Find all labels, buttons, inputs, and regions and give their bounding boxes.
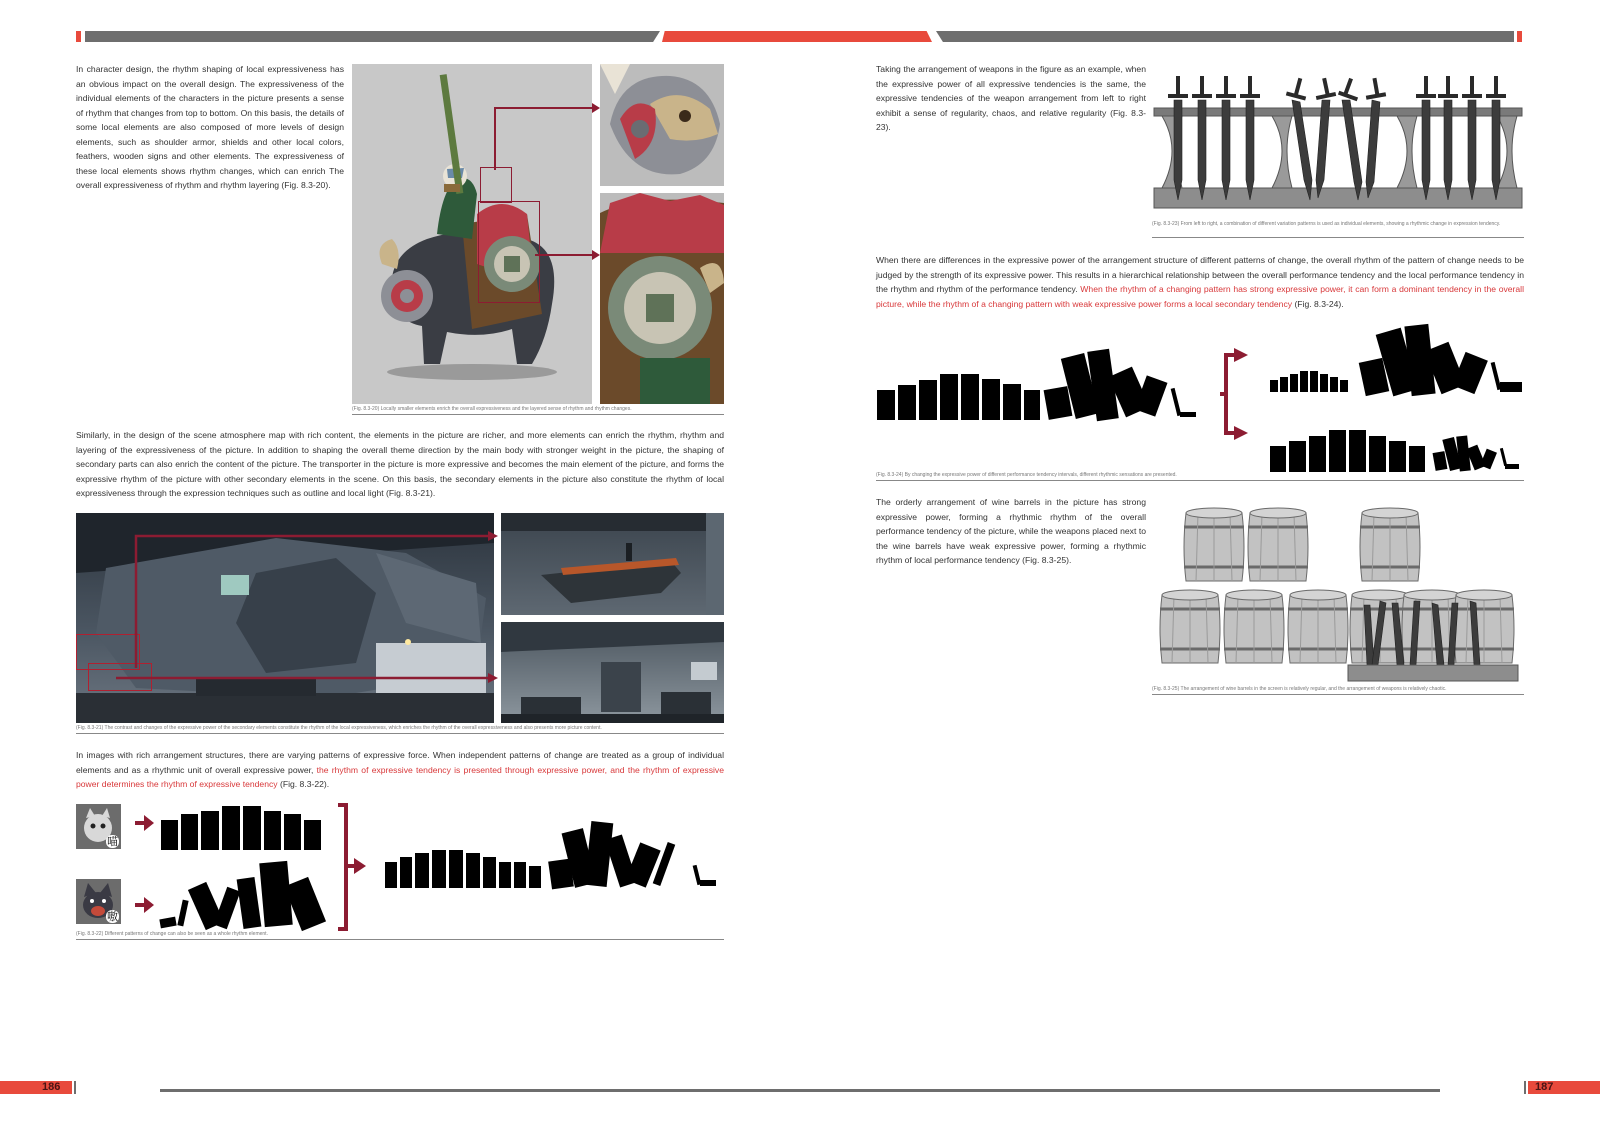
right-paragraph-1: Taking the arrangement of weapons in the figure as an example, when the expressive power of all expressive tendencies is the same, the expressive tendencies of the weapon arrangement from left to right exhibit a sense of regularity, chaos, and relative regularity (Fig. 8.3-23). bbox=[876, 64, 1146, 132]
fig22-combined-bar-1 bbox=[385, 862, 397, 888]
figure-23-weapon-rack bbox=[1152, 70, 1524, 220]
dog-sound-label: 嗷 bbox=[107, 910, 118, 923]
fig22-combined-bar-6 bbox=[466, 853, 480, 888]
fig22-cat-bar-1 bbox=[161, 820, 178, 850]
footer-right-divider bbox=[1524, 1081, 1526, 1094]
fig22-cat-bar-5 bbox=[243, 806, 261, 850]
figure-24-bracket-arrows bbox=[1220, 345, 1260, 445]
fig24-top-bar-6 bbox=[1320, 374, 1328, 392]
header-bar-right-accent bbox=[1517, 31, 1522, 42]
figure-21-caption-rule bbox=[76, 733, 724, 734]
fig24-bottom-bar-7 bbox=[1389, 441, 1406, 472]
right-paragraph-2-text-b: (Fig. 8.3-24). bbox=[1292, 298, 1344, 309]
fig22-cat-bar-7 bbox=[284, 814, 301, 850]
right-paragraph-2-text-a: When there are differences in the expressive power of the arrangement structure of different patterns of change, the overall rhythm of the pattern of change needs to be judged by the strength of its expressive power. This results in a hierarchical relationship between the overall performance tendency and the local performance tendency in the rhythm and rhythm of the performance tendency. bbox=[876, 255, 1524, 294]
fig22-combined-bar-18 bbox=[700, 880, 716, 886]
cat-avatar bbox=[76, 804, 121, 849]
figure-20-arrows bbox=[480, 100, 604, 260]
header-bar-center bbox=[662, 31, 932, 42]
right-paragraph-2-highlight: When the rhythm of a changing pattern has strong expressive power, it can form a dominant tendency in the overall picture, while the rhythm of a changing pattern with weak expressive power forms a local secondary tendency bbox=[876, 284, 1525, 309]
footer-center-rule bbox=[160, 1089, 1440, 1092]
figure-25-caption-rule bbox=[1152, 694, 1524, 695]
fig24-top-bar-7 bbox=[1330, 377, 1338, 392]
fig24-main-bar-6 bbox=[982, 379, 1000, 420]
fig24-bottom-bar-13 bbox=[1480, 449, 1497, 470]
bird-helmet-detail bbox=[600, 64, 724, 186]
right-paragraph-2 bbox=[876, 253, 1524, 311]
fig24-main-bar-8 bbox=[1024, 390, 1040, 420]
fig22-combined-bar-5 bbox=[449, 850, 463, 888]
fig22-cat-bar-3 bbox=[201, 811, 219, 850]
fig24-main-bar-3 bbox=[919, 380, 937, 420]
left-paragraph-1: In character design, the rhythm shaping of local expressiveness has an obvious impact on the overall design. The expressiveness of the individual elements of the characters in the picture presents a sense of rhythm that changes from top to bottom. On this basis, the details of some local elements are also composed of more levels of design elements, such as shoulder armor, shields and other local colors, feathers, wooden signs and other elements. The expressiveness of these local elements shows rhythm changes, which can enrich The overall expressiveness of rhythm and rhythm layering (Fig. 8.3-20). bbox=[76, 64, 344, 190]
fig24-top-bar-3 bbox=[1290, 374, 1298, 392]
fig24-main-bar-5 bbox=[961, 374, 979, 420]
fig24-bottom-bar-5 bbox=[1349, 430, 1366, 472]
dog-avatar bbox=[76, 879, 121, 924]
fig24-bottom-bar-2 bbox=[1289, 441, 1306, 472]
fig22-cat-bar-2 bbox=[181, 814, 198, 850]
footer-left-divider bbox=[74, 1081, 76, 1094]
figure-25-caption: (Fig. 8.3-25) The arrangement of wine barrels in the screen is relatively regular, and the arrangement of weapons is relatively chaotic. bbox=[1152, 686, 1447, 692]
fig24-bottom-bar-6 bbox=[1369, 436, 1386, 472]
fig22-combined-bar-10 bbox=[529, 866, 541, 888]
fig22-cat-bar-6 bbox=[264, 811, 281, 850]
fig22-combined-bar-2 bbox=[400, 857, 412, 888]
fig24-top-bar-5 bbox=[1310, 371, 1318, 392]
left-paragraph-3 bbox=[76, 748, 724, 792]
figure-22-caption-rule bbox=[76, 939, 724, 940]
fig22-combined-bar-7 bbox=[483, 857, 496, 888]
page-number-right: 187 bbox=[1535, 1081, 1554, 1093]
left-paragraph-3-text-b: (Fig. 8.3-22). bbox=[277, 779, 330, 789]
fig22-cat-bar-8 bbox=[304, 820, 321, 850]
fig24-bottom-bar-8 bbox=[1409, 446, 1425, 472]
hangar-vehicles-detail bbox=[501, 622, 724, 723]
weapon-rack-illustration bbox=[1152, 70, 1524, 220]
fig24-main-bar-4 bbox=[940, 374, 958, 420]
fig24-top-bar-15 bbox=[1500, 382, 1522, 392]
figure-21-detail-bottom bbox=[501, 622, 724, 723]
fig24-top-bar-2 bbox=[1280, 377, 1288, 392]
left-paragraph-3-highlight: the rhythm of expressive tendency is presented through expressive power, and the rhythm of expressive power determines the rhythm of expressive tendency bbox=[76, 764, 724, 789]
page-number-left: 186 bbox=[42, 1081, 61, 1093]
fig22-cat-bar-4 bbox=[222, 806, 240, 850]
left-paragraph-3-text-a: In images with rich arrangement structures, there are varying patterns of expressive force. When independent patterns of change are treated as a group of individual elements and as a rhythmic unit of overall expressive power, bbox=[76, 750, 724, 775]
fig22-combined-bar-3 bbox=[415, 853, 429, 888]
figure-25-barrels bbox=[1152, 505, 1524, 685]
fig24-bottom-bar-3 bbox=[1309, 436, 1326, 472]
fig22-combined-bar-4 bbox=[432, 850, 446, 888]
footer-left-tab bbox=[0, 1081, 72, 1094]
header-bar-right bbox=[936, 31, 1514, 42]
hover-platform-detail bbox=[501, 513, 724, 615]
fig24-top-bar-4 bbox=[1300, 371, 1308, 392]
figure-23-caption-rule bbox=[1152, 237, 1524, 238]
fig24-main-bar-2 bbox=[898, 385, 916, 420]
figure-20-caption-rule bbox=[352, 414, 724, 415]
fig24-main-bar-7 bbox=[1003, 384, 1021, 420]
fig24-bottom-bar-4 bbox=[1329, 430, 1346, 472]
header-bar-left-accent bbox=[76, 31, 81, 42]
shield-detail bbox=[600, 193, 724, 404]
fig24-top-bar-1 bbox=[1270, 380, 1278, 392]
fig24-top-bar-13 bbox=[1452, 352, 1488, 394]
figure-21-caption: (Fig. 8.3-21) The contrast and changes of the expressive power of the secondary elements constitute the rhythm of the local expressiveness, which enriches the rhythm of the overall expressiveness and also presents more picture content. bbox=[76, 725, 602, 731]
fig24-top-bar-8 bbox=[1340, 380, 1348, 392]
figure-20-detail-bottom bbox=[600, 193, 724, 404]
fig22-combined-bar-9 bbox=[514, 862, 526, 888]
fig24-main-bar-15 bbox=[1180, 412, 1196, 417]
figure-21-detail-top bbox=[501, 513, 724, 615]
figure-24-caption: (Fig. 8.3-24) By changing the expressive power of different performance tendency intervals, different rhythmic sensations are presented. bbox=[876, 472, 1177, 478]
fig24-main-bar-13 bbox=[1135, 375, 1168, 416]
fig22-combined-bar-8 bbox=[499, 862, 511, 888]
right-paragraph-3: The orderly arrangement of wine barrels in the picture has strong expressive power, forming a rhythmic rhythm of the overall performance tendency of the picture, while the weapons placed next to the wine barrels have weak expressive power, forming a rhythmic rhythm of local performance tendency (Fig. 8.3-25). bbox=[876, 497, 1146, 565]
header-bar-left bbox=[85, 31, 660, 42]
figure-21-arrows bbox=[76, 528, 504, 688]
figure-20-caption: (Fig. 8.3-20) Locally smaller elements enrich the overall expressiveness and the layered sense of rhythm and rhythm changes. bbox=[352, 406, 632, 412]
fig24-main-bar-1 bbox=[877, 390, 895, 420]
fig24-bottom-bar-1 bbox=[1270, 446, 1286, 472]
figure-23-caption: (Fig. 8.3-23) From left to right, a combination of different variation patterns is used as individual elements, showing a rhythmic change in expression tendency. bbox=[1152, 221, 1501, 227]
fig24-bottom-bar-15 bbox=[1505, 464, 1519, 469]
left-paragraph-2: Similarly, in the design of the scene atmosphere map with rich content, the elements in the picture are richer, and more elements can enrich the rhythm, rhythm and layering of the expressiveness of the picture. In addition to shaping the overall theme direction by the main body with stronger weight in the picture, the shaping of secondary parts can also enrich the content of the picture. The transporter in the picture is more expressive and becomes the main element of the picture, and forms the expressive rhythm of the picture with other secondary elements in the scene. On this basis, the secondary elements in the picture also constitute the rhythm of local expressiveness through the expression techniques such as outline and local light (Fig. 8.3-21). bbox=[76, 430, 724, 498]
figure-22-caption: (Fig. 8.3-22) Different patterns of change can also be seen as a whole rhythm element. bbox=[76, 931, 268, 937]
cat-sound-label: 喵 bbox=[107, 835, 118, 848]
wine-barrels-illustration bbox=[1152, 505, 1524, 685]
figure-20-detail-top bbox=[600, 64, 724, 186]
figure-24-caption-rule bbox=[876, 480, 1524, 481]
